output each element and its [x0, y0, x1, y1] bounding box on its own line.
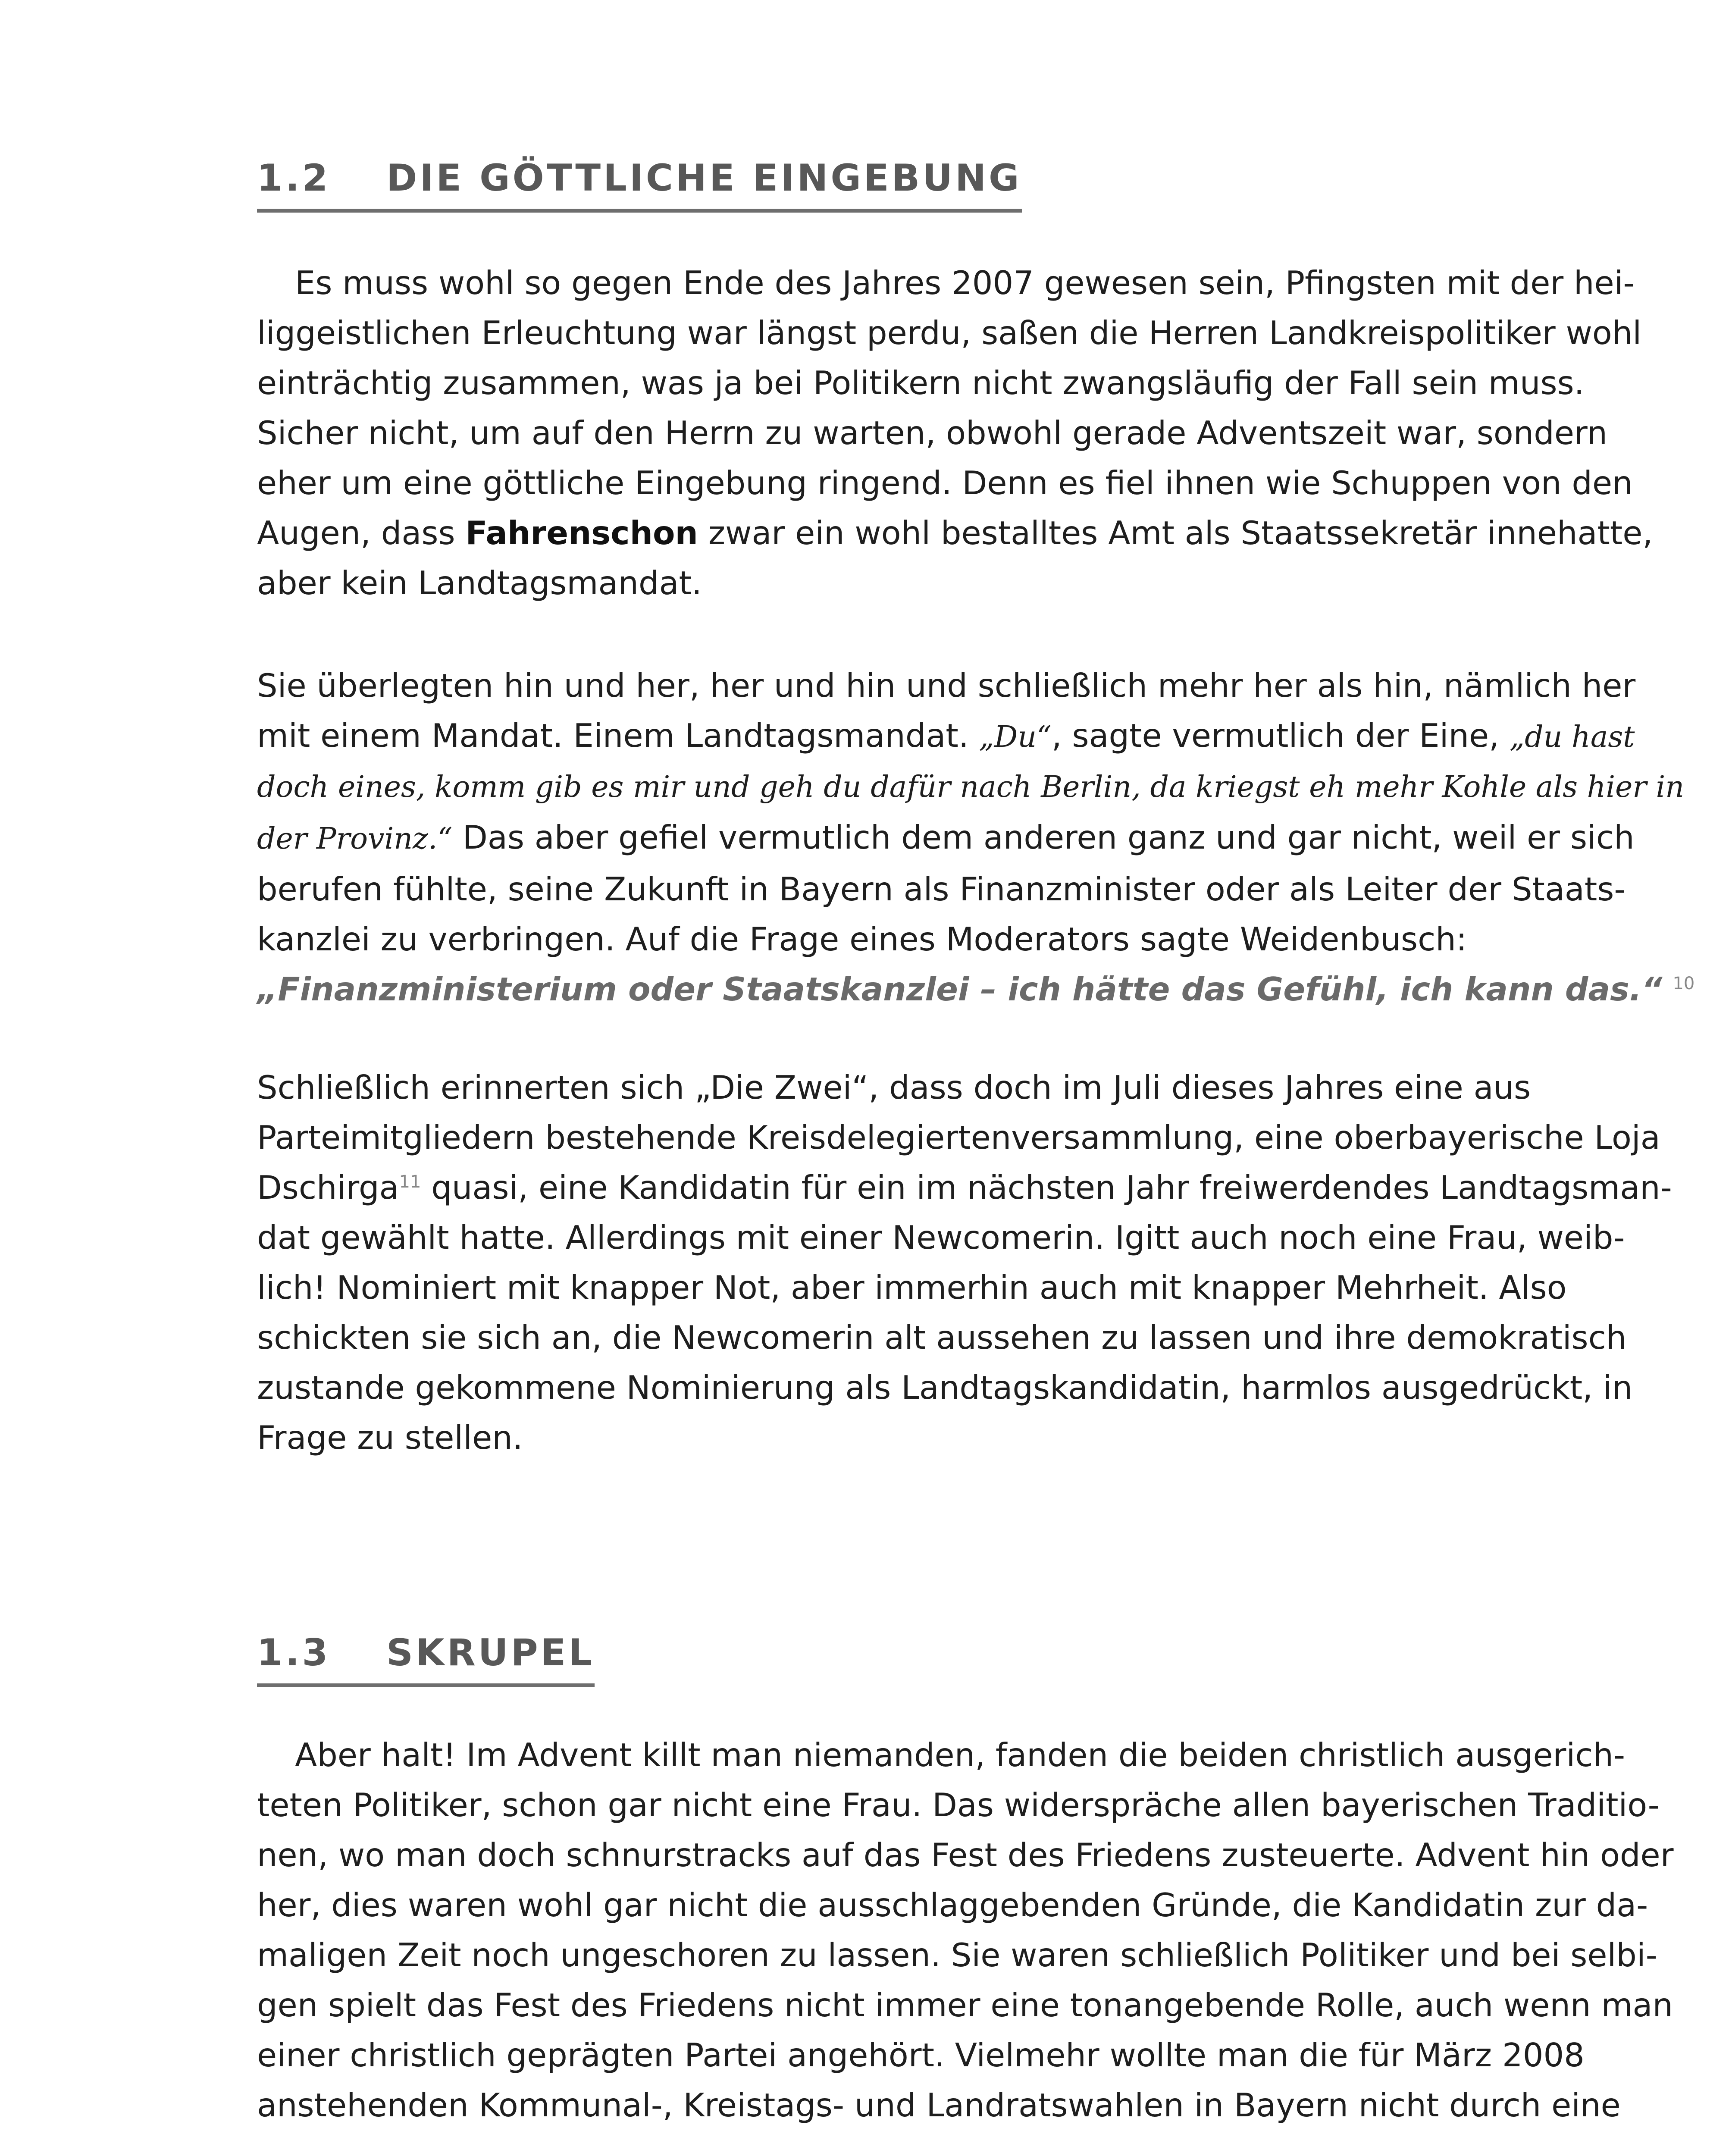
text-line: aber kein Landtagsmandat. [257, 564, 702, 602]
footnote-ref: 11 [399, 1172, 421, 1192]
text-run: Augen, dass [257, 514, 466, 552]
paragraph [257, 661, 1695, 1014]
text-line: nen, wo man doch schnurstracks auf das Fest des Friedens zusteuerte. Advent hin oder [257, 1836, 1674, 1874]
section-number: 1.3 [257, 1631, 331, 1674]
quote-line: doch eines, komm gib es mir und geh du dafür nach Berlin, da kriegst eh mehr Kohle als hier in [257, 770, 1685, 804]
highlighted-quote: „Finanzministerium oder Staatskanzlei – ich hätte das Gefühl, ich kann das.“ [257, 970, 1663, 1008]
text-run: zwar ein wohl bestalltes Amt als Staatssekretär innehatte, [698, 514, 1653, 552]
text-line [257, 711, 1635, 762]
text-line: lich! Nominiert mit knapper Not, aber immerhin auch mit knapper Mehrheit. Also [257, 1269, 1567, 1307]
text-line: Sicher nicht, um auf den Herrn zu warten, obwohl gerade Adventszeit war, sondern [257, 414, 1608, 452]
quote-run: „du hast [1509, 720, 1635, 754]
text-line: schickten sie sich an, die Newcomerin alt aussehen zu lassen und ihre demokratisch [257, 1319, 1627, 1357]
paragraph [257, 1062, 1672, 1463]
text-line: einträchtig zusammen, was ja bei Politikern nicht zwangsläufig der Fall sein muss. [257, 364, 1585, 402]
text-line: Es muss wohl so gegen Ende des Jahres 2007 gewesen sein, Pfingsten mit der hei- [295, 264, 1635, 302]
text-run: quasi, eine Kandidatin für ein im nächsten Jahr freiwerdendes Landtagsman- [421, 1169, 1672, 1206]
footnote-ref: 10 [1672, 974, 1695, 993]
paragraph [257, 258, 1653, 608]
text-line: gen spielt das Fest des Friedens nicht immer eine tonangebende Rolle, auch wenn man [257, 1986, 1673, 2024]
text-line: kanzlei zu verbringen. Auf die Frage eines Moderators sagte Weidenbusch: [257, 920, 1467, 958]
text-line: maligen Zeit noch ungeschoren zu lassen. Sie waren schließlich Politiker und bei selbi- [257, 1936, 1657, 1974]
text-line: teten Politiker, schon gar nicht eine Frau. Das widerspräche allen bayerischen Traditio- [257, 1786, 1660, 1824]
text-line: dat gewählt hatte. Allerdings mit einer Newcomerin. Igitt auch noch eine Frau, weib- [257, 1219, 1625, 1257]
text-line: zustande gekommene Nominierung als Landtagskandidatin, harmlos ausgedrückt, in [257, 1369, 1633, 1407]
section-title: SKRUPEL [386, 1631, 595, 1674]
text-line: berufen fühlte, seine Zukunft in Bayern als Finanzminister oder als Leiter der Staats- [257, 870, 1626, 908]
section-number: 1.2 [257, 157, 331, 200]
person-name-bold: Fahrenschon [465, 514, 698, 552]
text-line: Schließlich erinnerten sich „Die Zwei“, dass doch im Juli dieses Jahres eine aus [257, 1069, 1531, 1106]
text-line: her, dies waren wohl gar nicht die ausschlaggebenden Gründe, die Kandidatin zur da- [257, 1886, 1648, 1924]
text-line: liggeistlichen Erleuchtung war längst perdu, saßen die Herren Landkreispolitiker wohl [257, 314, 1642, 352]
section-heading-1-3 [257, 1631, 595, 1687]
text-line: Aber halt! Im Advent killt man niemanden, fanden die beiden christlich ausgerich- [295, 1736, 1626, 1774]
quote-run: der Provinz.“ [257, 822, 453, 856]
section-heading-1-2 [257, 157, 1022, 213]
text-run: mit einem Mandat. Einem Landtagsmandat. [257, 717, 979, 755]
text-line: anstehenden Kommunal-, Kreistags- und Landratswahlen in Bayern nicht durch eine [257, 2086, 1621, 2124]
paragraph [257, 1730, 1674, 2130]
text-line: Sie überlegten hin und her, her und hin und schließlich mehr her als hin, nämlich her [257, 667, 1636, 705]
section-title: DIE GÖTTLICHE EINGEBUNG [386, 157, 1022, 200]
text-line: eher um eine göttliche Eingebung ringend. Denn es fiel ihnen wie Schuppen von den [257, 464, 1633, 502]
text-line: einer christlich geprägten Partei angehört. Vielmehr wollte man die für März 2008 [257, 2036, 1585, 2074]
text-run: Dschirga [257, 1169, 399, 1206]
text-line [257, 1163, 1672, 1213]
text-line: Parteimitgliedern bestehende Kreisdelegiertenversammlung, eine oberbayerische Loja [257, 1119, 1660, 1156]
text-line [257, 964, 1695, 1014]
quote-run: „Du“ [979, 720, 1052, 754]
text-line [257, 508, 1653, 558]
text-run: Das aber gefiel vermutlich dem anderen ganz und gar nicht, weil er sich [452, 818, 1635, 856]
text-line: Frage zu stellen. [257, 1419, 523, 1457]
text-run: , sagte vermutlich der Eine, [1051, 717, 1510, 755]
text-line [257, 812, 1635, 864]
